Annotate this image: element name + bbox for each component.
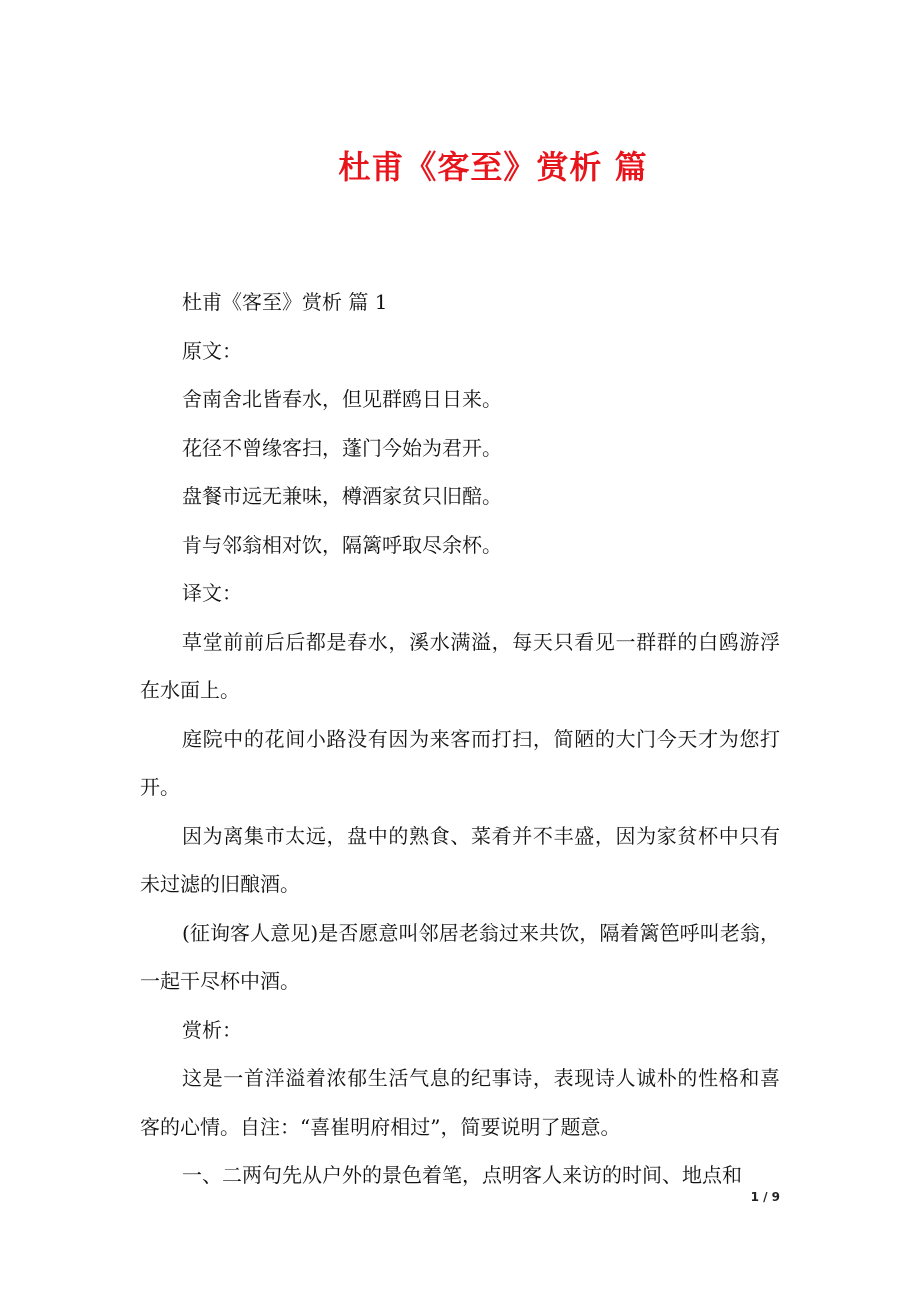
- label-appreciation: 赏析：: [182, 1017, 242, 1042]
- translation-paragraph-4: (征询客人意见)是否愿意叫邻居老翁过来共饮，隔着篱笆呼叫老翁，一起干尽杯中酒。: [140, 920, 780, 993]
- appreciation-paragraph-2: 一、二两句先从户外的景色着笔，点明客人来访的时间、地点和: [182, 1163, 742, 1187]
- label-original-text: 原文：: [182, 338, 242, 363]
- document-title: 杜甫《客至》赏析 篇: [338, 148, 648, 186]
- section-heading: 杜甫《客至》赏析 篇 1: [182, 290, 388, 314]
- poem-line-1: 舍南舍北皆春水，但见群鸥日日来。: [182, 387, 502, 411]
- page-number: 1 / 9: [750, 1190, 780, 1204]
- translation-paragraph-3: 因为离集市太远，盘中的熟食、菜肴并不丰盛，因为家贫杯中只有未过滤的旧酿酒。: [140, 823, 780, 896]
- translation-paragraph-1: 草堂前前后后都是春水，溪水满溢，每天只看见一群群的白鸥游浮在水面上。: [140, 629, 780, 702]
- label-translation: 译文：: [182, 581, 242, 605]
- appreciation-paragraph-1: 这是一首洋溢着浓郁生活气息的纪事诗，表现诗人诚朴的性格和喜客的心情。自注：“喜崔明府相过”，简要说明了题意。: [140, 1066, 780, 1139]
- document-body: [140, 278, 780, 1200]
- poem-line-2: 花径不曾缘客扫，蓬门今始为君开。: [182, 435, 502, 460]
- poem-line-3: 盘餐市远无兼味，樽酒家贫只旧醅。: [182, 484, 502, 508]
- poem-line-4: 肯与邻翁相对饮，隔篱呼取尽余杯。: [182, 532, 502, 557]
- translation-paragraph-2: 庭院中的花间小路没有因为来客而打扫，简陋的大门今天才为您打开。: [140, 726, 780, 799]
